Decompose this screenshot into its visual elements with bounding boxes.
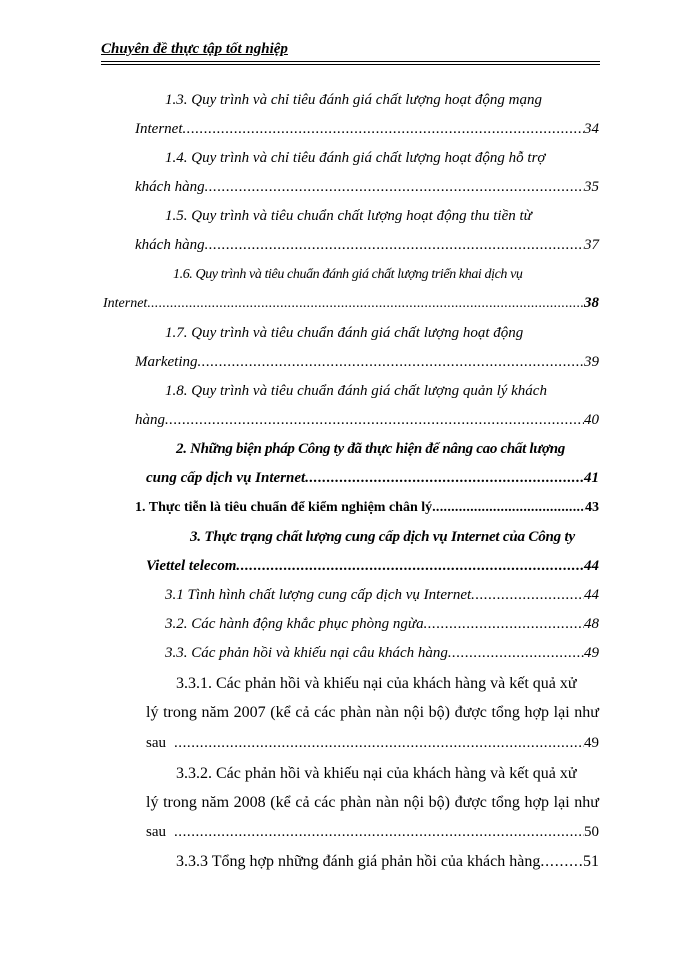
toc-entry-2-title: 2. Những biện pháp Công ty đã thực hiện để nâng cao chất lượng [176, 441, 565, 457]
toc-word: 2008 [233, 794, 266, 811]
toc-entry-1-5-title: 1.5. Quy trình và tiêu chuẩn chất lượng hoạt động thu tiền từ [165, 208, 532, 224]
toc-entry-3[interactable] [146, 556, 599, 576]
toc-entry-1-7-title: 1.7. Quy trình và tiêu chuẩn đánh giá chất lượng hoạt động [165, 325, 524, 341]
toc-word: như [574, 704, 599, 721]
toc-page-number: 40 [584, 412, 599, 428]
toc-leader [432, 498, 585, 518]
toc-entry-label: Internet [103, 296, 148, 311]
toc-entry-label: Marketing [135, 354, 198, 370]
toc-word: (kể [270, 794, 291, 811]
toc-entry-3-3-1-title: 3.3.1. Các phản hồi và khiếu nại của khách hàng và kết quả xử [176, 675, 577, 692]
toc-leader [540, 852, 583, 872]
toc-entry-3-3-2-title: 3.3.2. Các phản hồi và khiếu nại của khách hàng và kết quả xử [176, 765, 577, 782]
toc-word: nội [403, 794, 425, 811]
toc-entry-label: 3.2. Các hành động khắc phục phòng ngừa [165, 616, 424, 632]
toc-entry-3-1[interactable] [165, 585, 599, 605]
toc-entry-1-4[interactable] [135, 177, 599, 197]
toc-word: các [314, 704, 336, 721]
toc-word: 2007 [233, 704, 266, 721]
toc-word: phàn [340, 704, 372, 721]
toc-word: tổng [491, 794, 520, 811]
toc-leader [174, 822, 584, 842]
toc-leader [205, 177, 584, 197]
toc-word: năm [201, 794, 230, 811]
toc-entry-label: khách hàng [135, 179, 205, 195]
page-header [101, 40, 600, 58]
header-rule-thin [101, 64, 600, 65]
toc-word: trong [163, 794, 197, 811]
toc-leader [236, 556, 584, 576]
toc-entry-3-2[interactable] [165, 614, 599, 634]
toc-word: được [454, 794, 487, 811]
toc-entry-label: Viettel telecom [146, 558, 237, 574]
toc-word: tổng [491, 704, 520, 721]
toc-entry-1-8[interactable] [135, 410, 599, 430]
header-rule [101, 61, 600, 62]
toc-word: nội [403, 704, 425, 721]
toc-word: lại [553, 794, 570, 811]
toc-leader [174, 733, 584, 753]
toc-entry-1-4-title: 1.4. Quy trình và chỉ tiêu đánh giá chất lượng hoạt động hỗ trợ [165, 150, 546, 166]
toc-page-number: 38 [584, 295, 599, 311]
toc-word: (kể [270, 704, 291, 721]
toc-entry-label: cung cấp dịch vụ Internet [146, 470, 306, 486]
toc-entry-label: Internet [135, 121, 183, 137]
toc-entry-label: 3.1 Tình hình chất lượng cung cấp dịch vụ Internet [165, 587, 472, 603]
toc-word: lý [146, 704, 159, 721]
toc-entry-3-title: 3. Thực trạng chất lượng cung cấp dịch vụ Internet của Công ty [190, 529, 575, 545]
toc-word: cả [295, 704, 310, 721]
toc-page-number: 49 [584, 645, 599, 661]
toc-word: năm [201, 704, 230, 721]
toc-entry-label: hàng [135, 412, 165, 428]
toc-entry-label: 1. Thực tiễn là tiêu chuẩn để kiểm nghiệm chân lý [135, 500, 433, 515]
toc-page-number: 35 [584, 179, 599, 195]
toc-leader [182, 119, 584, 139]
toc-entry-2[interactable] [146, 468, 599, 488]
toc-page-number: 50 [584, 824, 599, 840]
toc-entry-label: khách hàng [135, 237, 205, 253]
toc-leader [147, 294, 584, 314]
toc-entry-1-3-title: 1.3. Quy trình và chỉ tiêu đánh giá chất lượng hoạt động mạng [165, 92, 542, 108]
toc-word: phàn [340, 794, 372, 811]
toc-leader [165, 410, 584, 430]
toc-leader [424, 614, 584, 634]
toc-page-number: 41 [584, 470, 599, 486]
toc-entry-thuc-tien[interactable] [135, 498, 599, 518]
toc-word: được [454, 704, 487, 721]
toc-word: nàn [375, 704, 399, 721]
toc-entry-1-5[interactable] [135, 235, 599, 255]
toc-entry-label: sau [146, 824, 166, 840]
toc-entry-3-3-2-line2 [146, 793, 599, 813]
toc-word: lại [553, 704, 570, 721]
toc-entry-label: 3.3.3 Tổng hợp những đánh giá phản hồi của khách hàng [176, 853, 541, 870]
toc-word: trong [163, 704, 197, 721]
toc-entry-label: sau [146, 735, 166, 751]
toc-entry-3-3-1-line2 [146, 703, 599, 723]
header-title: Chuyên đề thực tập tốt nghiệp [101, 41, 288, 57]
toc-entry-1-3[interactable] [135, 119, 599, 139]
toc-page-number: 39 [584, 354, 599, 370]
toc-page-number: 44 [584, 558, 599, 574]
toc-word: nàn [375, 794, 399, 811]
toc-page-number: 43 [585, 500, 599, 515]
toc-word: hợp [524, 794, 550, 811]
toc-entry-3-3-1[interactable] [146, 733, 599, 753]
toc-word: lý [146, 794, 159, 811]
toc-page-number: 48 [584, 616, 599, 632]
toc-word: cả [295, 794, 310, 811]
toc-page-number: 44 [584, 587, 599, 603]
toc-page-number: 49 [584, 735, 599, 751]
toc-word: hợp [524, 704, 550, 721]
toc-entry-1-7[interactable] [135, 352, 599, 372]
toc-leader [305, 468, 584, 488]
toc-entry-1-8-title: 1.8. Quy trình và tiêu chuẩn đánh giá chất lượng quản lý khách [165, 383, 547, 399]
toc-leader [448, 643, 584, 663]
toc-entry-3-3-2[interactable] [146, 822, 599, 842]
toc-entry-1-6-title: 1.6. Quy trình và tiêu chuẩn đánh giá chất lượng triển khai dịch vụ [173, 267, 523, 282]
toc-page-number: 34 [584, 121, 599, 137]
toc-entry-3-3-3[interactable] [176, 852, 599, 872]
toc-entry-3-3[interactable] [165, 643, 599, 663]
toc-word: các [314, 794, 336, 811]
toc-entry-label: 3.3. Các phản hồi và khiếu nại câu khách hàng [165, 645, 448, 661]
toc-word: bộ) [428, 704, 450, 721]
toc-word: như [574, 794, 599, 811]
toc-page-number: 37 [584, 237, 599, 253]
toc-entry-1-6[interactable] [103, 293, 599, 314]
toc-leader [197, 352, 584, 372]
toc-leader [471, 585, 584, 605]
toc-leader [205, 235, 584, 255]
toc-page-number: 51 [583, 853, 599, 870]
toc-word: bộ) [428, 794, 450, 811]
